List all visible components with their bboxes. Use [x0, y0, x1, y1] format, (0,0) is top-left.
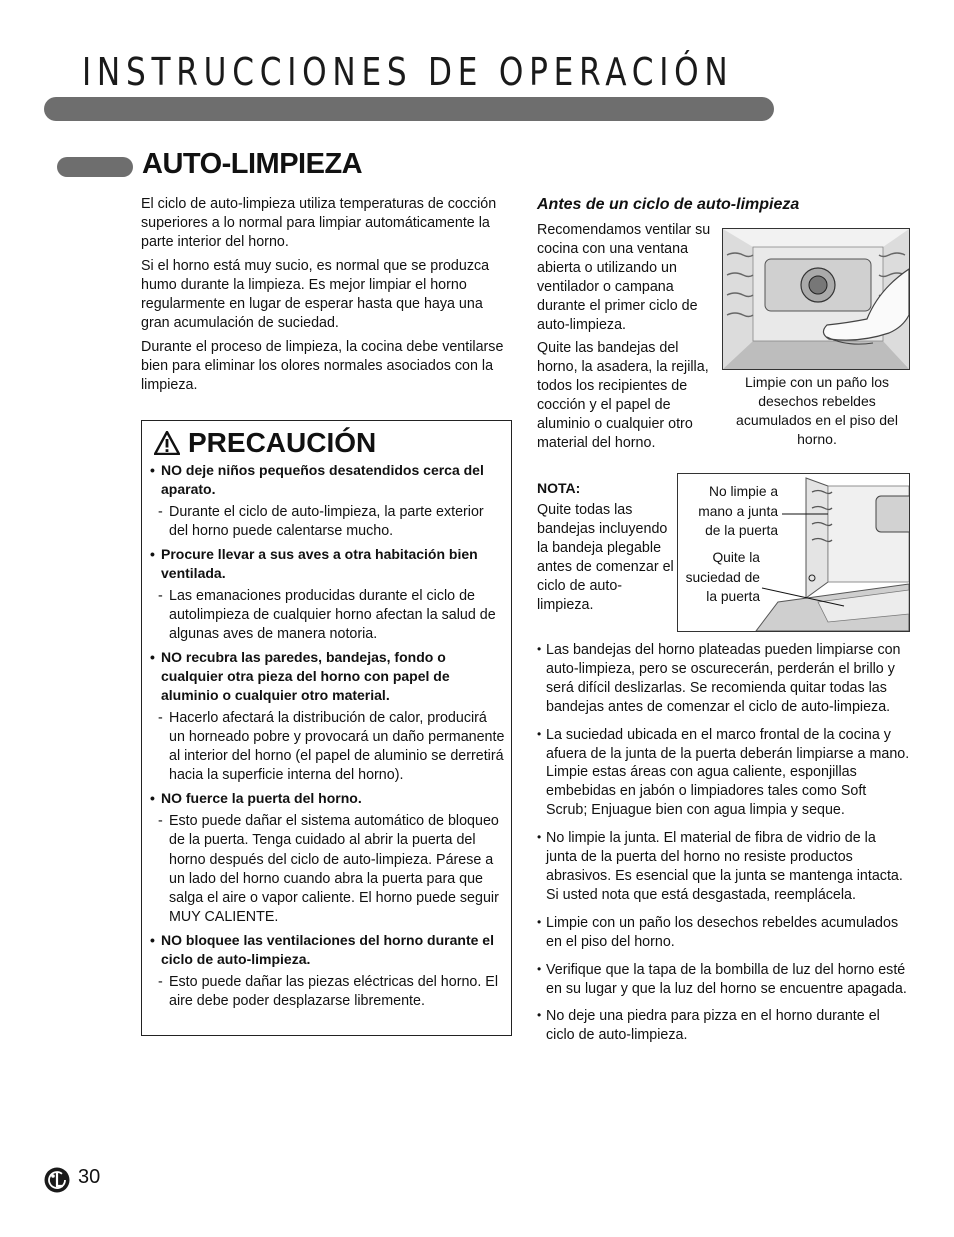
warning-icon — [154, 431, 180, 455]
section-heading: AUTO-LIMPIEZA — [142, 148, 363, 180]
before-cycle-heading: Antes de un ciclo de auto-limpieza — [537, 196, 800, 213]
caution-detail: - Esto puede dañar el sistema automático de bloqueo de la puerta. Tenga cuidado al abrir la puerta del horno después del ciclo de auto-limpieza. Párese a un lado del horno cuando abra la puerta para que salga el aire o vapor caliente. El horno puede seguir MUY CALIENTE. — [150, 812, 506, 927]
caution-box — [141, 420, 512, 1036]
intro-paragraph: Si el horno está muy sucio, es normal que se produzca humo durante la limpieza. Es mejor limpiar el horno regularmente en lugar de esperar hasta que haya una gran acumulación de suciedad. — [141, 258, 490, 331]
oven-cleaning-icon — [723, 229, 909, 369]
tip-item: • Las bandejas del horno plateadas pueden limpiarse con auto-limpieza, pero se oscurecerán, perderán el brillo y será difícil deslizarlas. Se recomienda quitar todas las bandejas antes de comenzar el ciclo de auto-limpieza. — [537, 641, 910, 717]
tip-item: • Verifique que la tapa de la bombilla de luz del horno esté en su lugar y que la luz del horno se encuentre apagada. — [537, 961, 910, 999]
caution-detail: - Las emanaciones producidas durante el ciclo de autolimpieza de cualquier horno afectan la salud de algunas aves de manera notoria. — [150, 587, 506, 645]
caution-item: • Procure llevar a sus aves a otra habitación bien ventilada. — [150, 545, 506, 583]
nota-label: NOTA: — [537, 480, 581, 496]
before-cycle-paragraph: Recomendamos ventilar su cocina con una ventana abierta o utilizando un ventilador o campana durante el primer ciclo de auto-limpieza. — [537, 222, 711, 333]
tip-item: • Limpie con un paño los desechos rebeldes acumulados en el piso del horno. — [537, 914, 910, 952]
oven-door-gasket-illustration — [677, 473, 910, 632]
oven-interior-wiping-illustration — [722, 228, 910, 370]
title-bar — [44, 97, 774, 121]
caution-title: PRECAUCIÓN — [188, 427, 377, 458]
caution-detail: - Hacerlo afectará la distribución de calor, producirá un horneado pobre y provocará un daño permanente al interior del horno (el papel de aluminio se derretirá hacia la superficie interna del horno). — [150, 709, 506, 786]
caution-item: • NO fuerce la puerta del horno. — [150, 789, 506, 808]
caution-item: • NO deje niños pequeños desatendidos cerca del aparato. — [150, 461, 506, 499]
tip-item: • No deje una piedra para pizza en el horno durante el ciclo de auto-limpieza. — [537, 1007, 910, 1045]
caution-item: • NO recubra las paredes, bandejas, fondo o cualquier otra pieza del horno con papel de aluminio o cualquier otro material. — [150, 648, 506, 704]
tips-list — [537, 641, 910, 1054]
callout-door-dirt: Quite la suciedad de la puerta — [685, 550, 760, 604]
page-title: INSTRUCCIONES DE OPERACIÓN — [82, 50, 734, 94]
caution-detail: - Durante el ciclo de auto-limpieza, la parte exterior del horno puede calentarse mucho. — [150, 503, 506, 541]
lg-logo-icon — [44, 1167, 70, 1193]
intro-text — [141, 195, 513, 400]
callout-gasket: No limpie a mano a junta de la puerta — [698, 484, 778, 538]
section-marker — [57, 157, 133, 177]
before-cycle-paragraph: Quite las bandejas del horno, la asadera, la rejilla, todos los recipientes de cocción y el papel de aluminio o cualquier otro material del horno. — [537, 340, 709, 451]
tip-item: • La suciedad ubicada en el marco frontal de la cocina y afuera de la junta de la puerta deberán limpiarse a mano. Limpie estas áreas con agua caliente, esponjillas embebidas en jabón o limpiadores tales como Soft Scrub; Enjuague bien con agua limpia y seque. — [537, 726, 910, 821]
nota-text: Quite todas las bandejas incluyendo la bandeja plegable antes de comenzar el ciclo de auto-limpieza. — [537, 502, 674, 613]
caution-list — [150, 461, 506, 1015]
intro-paragraph: El ciclo de auto-limpieza utiliza temperaturas de cocción superiores a lo normal para limpiar automáticamente la parte interior del horno. — [141, 196, 497, 250]
caution-heading — [154, 427, 376, 459]
before-cycle-text — [537, 221, 719, 458]
caution-item: • NO bloquee las ventilaciones del horno durante el ciclo de auto-limpieza. — [150, 931, 506, 969]
image-caption: Limpie con un paño los desechos rebeldes acumulados en el piso del horno. — [736, 374, 898, 447]
page-number: 30 — [78, 1166, 101, 1188]
intro-paragraph: Durante el proceso de limpieza, la cocina debe ventilarse bien para eliminar los olores normales asociados con la limpieza. — [141, 339, 504, 393]
caution-detail: - Esto puede dañar las piezas eléctricas del horno. El aire debe poder desplazarse libremente. — [150, 973, 506, 1011]
tip-item: • No limpie la junta. El material de fibra de vidrio de la junta de la puerta del horno no resiste productos abrasivos. Es esencial que la junta se mantenga intacta. Si usted nota que está desgastada, reemplácela. — [537, 829, 910, 905]
